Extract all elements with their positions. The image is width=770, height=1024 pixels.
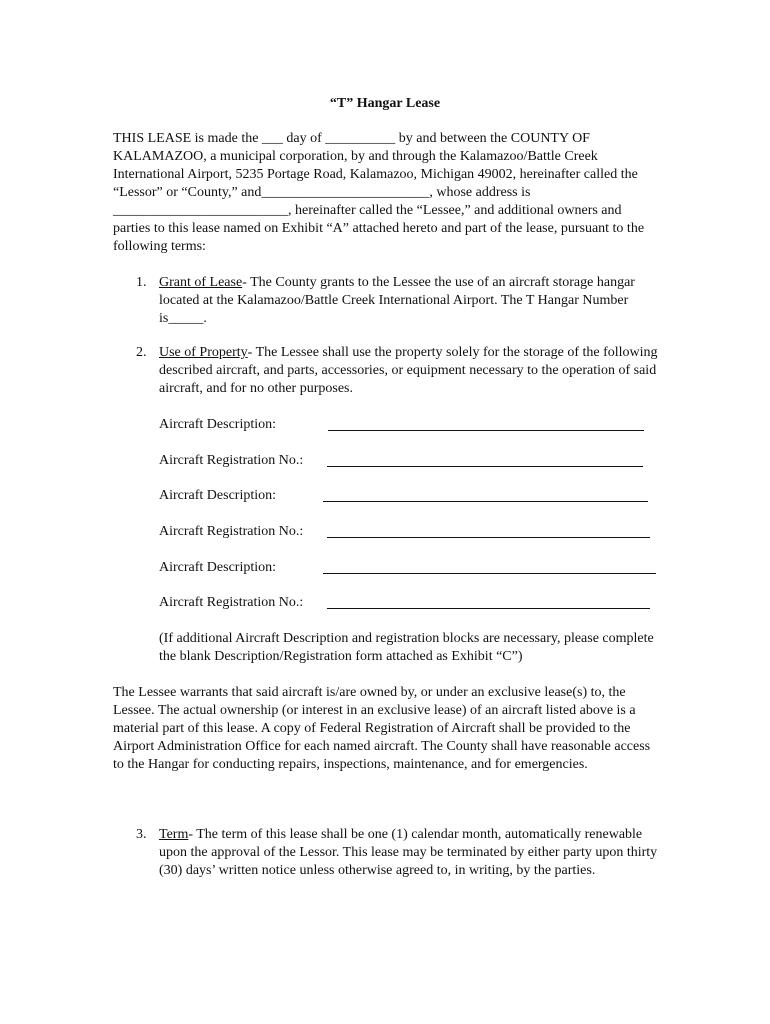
exhibit-note: (If additional Aircraft Description and registration blocks are necessary, please complete the blank Description/Registration form attached as Exhibit “C”)	[159, 631, 654, 664]
clause-heading: Grant of Lease	[159, 275, 243, 290]
field-blank-line[interactable]	[327, 466, 643, 467]
field-label: Aircraft Registration No.:	[159, 524, 304, 539]
field-blank-line[interactable]	[328, 430, 644, 431]
clause-text: - The Lessee shall use the property solely for the storage of the following described aircraft, and parts, accessories, or equipment necessary to the operation of said aircraft, and for no other purposes.	[159, 345, 658, 396]
clause-heading: Term	[159, 827, 189, 842]
clause-text: - The County grants to the Lessee the use of an aircraft storage hangar located at the Kalamazoo/Battle Creek International Airport. The T Hangar Number is_____.	[159, 275, 635, 326]
clause-number: 3.	[136, 827, 147, 842]
field-blank-line[interactable]	[327, 608, 650, 609]
field-label: Aircraft Description:	[159, 560, 277, 575]
intro-paragraph: THIS LEASE is made the ___ day of __________ by and between the COUNTY OF KALAMAZOO, a municipal corporation, by and through the Kalamazoo/Battle Creek International Airport, 5235 Portage Road, Kalamazoo, Michigan 49002, hereinafter called the “Lessor” or “County,” and________________________, whose address is _________________________, hereinafter called the “Lessee,” and additional owners and parties to this lease named on Exhibit “A” attached hereto and part of the lease, pursuant to the following terms:	[113, 131, 645, 254]
field-label: Aircraft Registration No.:	[159, 453, 304, 468]
aircraft-registration-field[interactable]	[159, 452, 669, 470]
aircraft-registration-field[interactable]	[159, 594, 669, 612]
field-label: Aircraft Description:	[159, 488, 277, 503]
field-blank-line[interactable]	[323, 573, 656, 574]
document-title: “T” Hangar Lease	[329, 96, 441, 111]
field-label: Aircraft Description:	[159, 417, 277, 432]
aircraft-registration-field[interactable]	[159, 523, 669, 541]
clause-text: - The term of this lease shall be one (1) calendar month, automatically renewable upon the approval of the Lessor. This lease may be terminated by either party upon thirty (30) days’ written notice unless otherwise agreed to, in writing, by the parties.	[159, 827, 658, 878]
clause-body	[159, 274, 659, 328]
warranty-paragraph: The Lessee warrants that said aircraft is/are owned by, or under an exclusive lease(s) to, the Lessee. The actual ownership (or interest in an exclusive lease) of an aircraft listed above is a material part of this lease. A copy of Federal Registration of Aircraft shall be provided to the Airport Administration Office for each named aircraft. The County shall have reasonable access to the Hangar for conducting repairs, inspections, maintenance, and for emergencies.	[113, 685, 651, 772]
aircraft-description-field[interactable]	[159, 559, 669, 577]
field-label: Aircraft Registration No.:	[159, 595, 304, 610]
field-blank-line[interactable]	[327, 537, 650, 538]
clause-heading: Use of Property	[159, 345, 248, 360]
aircraft-description-field[interactable]	[159, 416, 669, 434]
clause-body	[159, 344, 659, 398]
clause-number: 1.	[136, 275, 147, 290]
clause-body	[159, 826, 659, 880]
field-blank-line[interactable]	[323, 501, 648, 502]
aircraft-description-field[interactable]	[159, 487, 669, 505]
clause-number: 2.	[136, 345, 147, 360]
